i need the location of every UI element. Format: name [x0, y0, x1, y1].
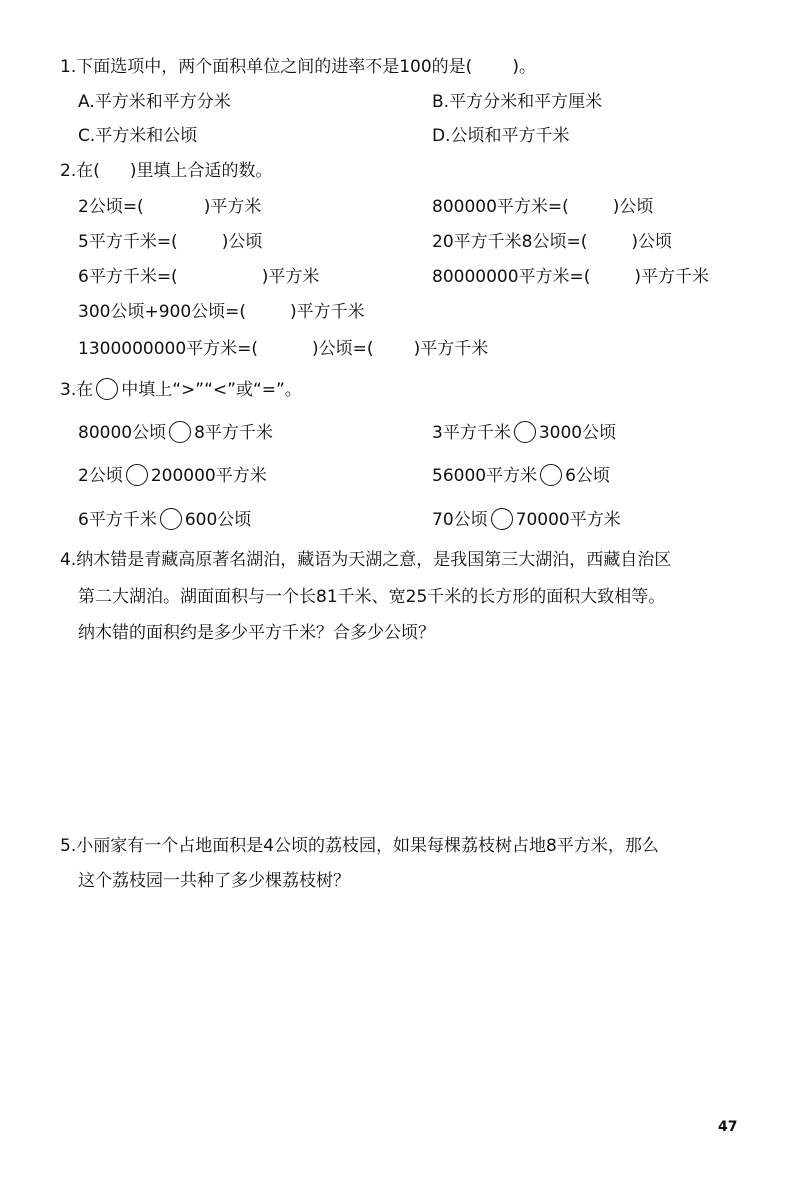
- q2-item-4-left: 20平方千米8公顷=(: [432, 232, 588, 252]
- q3-item-3-circle[interactable]: [126, 464, 148, 486]
- q2-item-1-right: )平方米: [203, 197, 262, 217]
- q1-option-b[interactable]: B.平方分米和平方厘米: [432, 92, 603, 112]
- page-number: 47: [718, 1119, 738, 1135]
- q3-stem: [60, 378, 302, 401]
- q1-option-d[interactable]: D.公顷和平方千米: [432, 126, 570, 146]
- q2-item-6-left: 80000000平方米=(: [432, 267, 591, 287]
- q2-item-7-left: 300公顷+900公顷=(: [78, 302, 247, 322]
- q2-item-1-left: 2公顷=(: [78, 197, 144, 217]
- q2-item-7: [78, 301, 365, 323]
- q1-stem-text: 1.下面选项中，两个面积单位之间的进率不是100的是(: [60, 57, 473, 77]
- q3-item-1-right: 8平方千米: [194, 423, 273, 443]
- q2-item-3-right: )公顷: [221, 232, 263, 252]
- q2-item-2: [432, 196, 653, 218]
- q1-stem: [60, 56, 536, 78]
- q3-item-2-right: 3000公顷: [538, 423, 617, 443]
- q3-item-5-left: 6平方千米: [78, 510, 157, 530]
- q2-item-1: [78, 196, 261, 218]
- q3-item-6-left: 70公顷: [432, 510, 488, 530]
- q5-answer-area[interactable]: [60, 905, 760, 1085]
- q3-item-2-circle[interactable]: [514, 421, 536, 443]
- q3-item-3-right: 200000平方米: [150, 466, 267, 486]
- q2-item-8-right: )平方千米: [413, 339, 489, 359]
- q3-item-3-left: 2公顷: [78, 466, 123, 486]
- q3-item-5-circle[interactable]: [160, 508, 182, 530]
- q1-option-c[interactable]: C.平方米和公顷: [78, 126, 198, 146]
- q2-item-6: [432, 266, 709, 288]
- q1-option-a[interactable]: A.平方米和平方分米: [78, 92, 231, 112]
- q3-item-1-left: 80000公顷: [78, 423, 167, 443]
- q3-item-3: [78, 464, 267, 487]
- q3-stem-end: 中填上“>”“<”或“=”。: [121, 380, 302, 400]
- circle-icon: [96, 378, 118, 400]
- q3-item-6: [432, 508, 621, 531]
- q3-stem-text: 3.在: [60, 380, 94, 400]
- q3-item-4-left: 56000平方米: [432, 466, 538, 486]
- q2-item-8: [78, 338, 488, 360]
- q2-item-4: [432, 231, 672, 253]
- q4-line-1: 4.纳木错是青藏高原著名湖泊，藏语为天湖之意，是我国第三大湖泊，西藏自治区: [60, 550, 672, 570]
- q3-item-2-left: 3平方千米: [432, 423, 511, 443]
- q3-item-4-right: 6公顷: [565, 466, 610, 486]
- q2-item-6-right: )平方千米: [634, 267, 710, 287]
- q2-item-2-left: 800000平方米=(: [432, 197, 569, 217]
- q4-line-3: 纳木错的面积约是多少平方千米？合多少公顷？: [78, 623, 435, 643]
- q2-item-5-right: )平方米: [261, 267, 320, 287]
- q2-stem-text: 2.在(: [60, 161, 100, 181]
- q3-item-4-circle[interactable]: [540, 464, 562, 486]
- q2-item-8-middle: )公顷=(: [312, 339, 374, 359]
- q3-item-1-circle[interactable]: [169, 421, 191, 443]
- q2-item-5: [78, 266, 319, 288]
- q3-item-5-right: 600公顷: [184, 510, 252, 530]
- q3-item-6-right: 70000平方米: [515, 510, 621, 530]
- q3-item-4: [432, 464, 610, 487]
- q2-stem: [60, 160, 273, 182]
- q2-item-4-right: )公顷: [631, 232, 672, 252]
- q2-item-7-right: )平方千米: [290, 302, 365, 322]
- q3-item-1: [78, 421, 273, 444]
- q2-item-5-left: 6平方千米=(: [78, 267, 178, 287]
- q2-item-2-right: )公顷: [612, 197, 654, 217]
- q2-item-3: [78, 231, 262, 253]
- q4-answer-area[interactable]: [60, 660, 760, 820]
- q3-item-6-circle[interactable]: [491, 508, 513, 530]
- q2-item-8-left: 1300000000平方米=(: [78, 339, 259, 359]
- q5-line-2: 这个荔枝园一共种了多少棵荔枝树？: [78, 871, 350, 891]
- q1-stem-end: )。: [512, 57, 536, 77]
- q5-line-1: 5.小丽家有一个占地面积是4公顷的荔枝园，如果每棵荔枝树占地8平方米，那么: [60, 836, 659, 856]
- q3-item-2: [432, 421, 616, 444]
- q3-item-5: [78, 508, 251, 531]
- q4-line-2: 第二大湖泊。湖面面积与一个长81千米、宽25千米的长方形的面积大致相等。: [78, 587, 666, 607]
- q2-item-3-left: 5平方千米=(: [78, 232, 178, 252]
- q2-stem-end: )里填上合适的数。: [129, 161, 273, 181]
